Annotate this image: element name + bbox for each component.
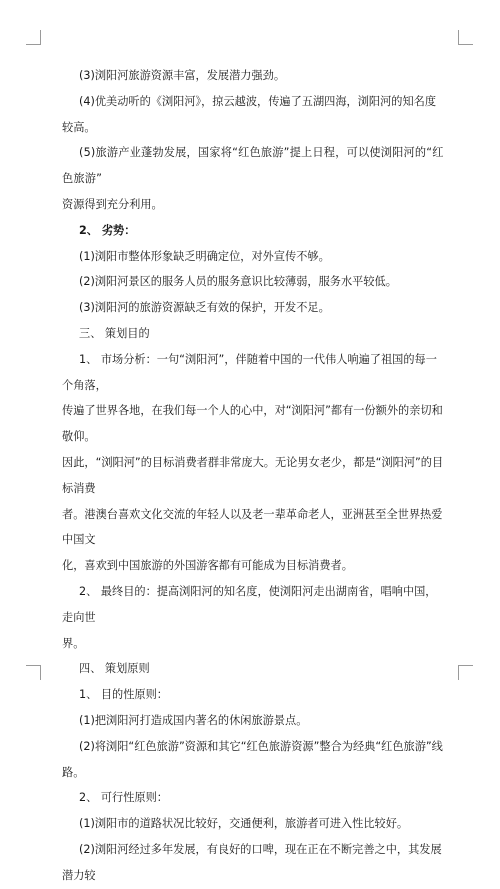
- paragraph-line: 1、 目的性原则：: [79, 688, 168, 702]
- crop-mark-top-left: [26, 30, 41, 45]
- section-heading: 2、 劣势：: [79, 223, 136, 237]
- paragraph-line: 传遍了世界各地，在我们每一个人的心中，对“浏阳河”都有一份额外的亲切和敬仰。: [62, 404, 443, 444]
- paragraph-line: (3)浏阳河的旅游资源缺乏有效的保护，开发不足。: [79, 301, 330, 315]
- paragraph-line: (2)浏阳河经过多年发展，有良好的口啤，现在正在不断完善之中，其发展潜力较: [62, 842, 442, 882]
- paragraph-line: (3)浏阳河旅游资源丰富，发展潜力强劲。: [79, 69, 286, 82]
- paragraph-line: (5)旅游产业蓬勃发展，国家将“红色旅游”提上日程，可以使浏阳河的“红色旅游”: [62, 146, 444, 186]
- document-body: [62, 63, 444, 889]
- section-heading: 三、 策划目的: [79, 326, 150, 340]
- paragraph-line: 界。: [62, 636, 85, 650]
- paragraph-line: (2)将浏阳“红色旅游”资源和其它“红色旅游资源”整合为经典“红色旅游”线路。: [62, 739, 443, 779]
- paragraph-line: 2、 最终目的：提高浏阳河的知名度，使浏阳河走出湖南省，唱响中国，走向世: [62, 584, 437, 624]
- paragraph-line: 2、 可行性原则：: [79, 791, 168, 805]
- paragraph-line: (4)优美动听的《浏阳河》，掠云越波，传遍了五湖四海，浏阳河的知名度较高。: [62, 94, 437, 134]
- paragraph-line: 者。港澳台喜欢文化交流的年轻人以及老一辈革命老人，亚洲甚至全世界热爱中国文: [62, 507, 443, 547]
- crop-mark-top-right: [458, 30, 473, 45]
- paragraph-line: (1)浏阳市整体形象缺乏明确定位，对外宣传不够。: [79, 249, 330, 263]
- paragraph-line: (2)浏阳河景区的服务人员的服务意识比较薄弱，服务水平较低。: [79, 275, 397, 289]
- paragraph-line: 资源得到充分利用。: [62, 197, 163, 211]
- paragraph-line: (1)浏阳市的道路状况比较好，交通便利，旅游者可进入性比较好。: [79, 817, 409, 831]
- paragraph-line: 1、 市场分析：一句“浏阳河”，伴随着中国的一代伟人响遍了祖国的每一个角落，: [62, 352, 437, 392]
- paragraph-line: 因此，“浏阳河”的目标消费者群非常庞大。无论男女老少，都是“浏阳河”的目标消费: [62, 455, 444, 495]
- crop-mark-bottom-right: [458, 665, 473, 680]
- section-heading: 四、 策划原则: [79, 662, 150, 676]
- crop-mark-bottom-left: [26, 665, 41, 680]
- paragraph-line: 化，喜欢到中国旅游的外国游客都有可能成为目标消费者。: [62, 559, 353, 573]
- paragraph-line: (1)把浏阳河打造成国内著名的休闲旅游景点。: [79, 713, 308, 727]
